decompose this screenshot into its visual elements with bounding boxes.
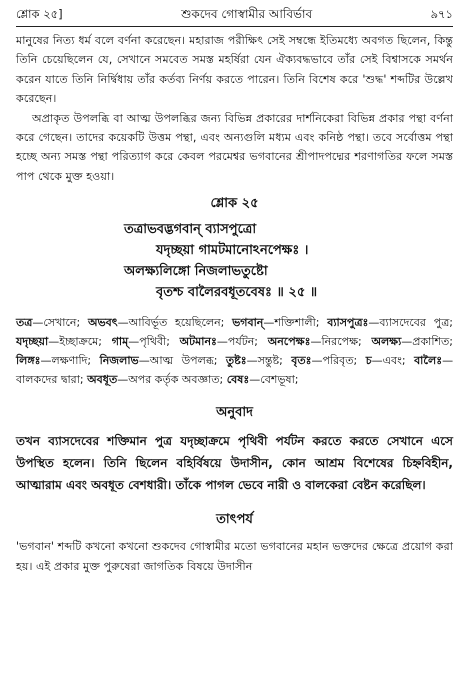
synonym-word: বৃতঃ <box>291 354 312 368</box>
synonym-word: তুষ্টঃ <box>225 354 247 368</box>
synonym-meaning: অপর কর্তৃক অবজ্ঞাত <box>128 373 220 387</box>
synonym-meaning: পৃথিবী <box>139 335 167 349</box>
synonym-meaning: বেশভূষা <box>260 373 295 387</box>
synonym-word: চ <box>365 354 372 368</box>
synonym-meaning: নিরপেক্ষ <box>321 335 359 349</box>
synonym-word: অভবৎ <box>87 316 118 330</box>
header-chapter-title: শুকদেব গোস্বামীর আবির্ভাব <box>181 7 313 21</box>
verse-title: শ্লোক ২৫ <box>210 196 259 212</box>
synonyms: তত্র—সেখানে; অভবৎ—আবির্ভূত হয়েছিলেন; ভগবান্—শক্তিশালী; ব্যাসপুত্রঃ—ব্যাসদেবের পুত্র; যদৃচ্ছয়া—ইচ্ছাক্রমে; গাম্—পৃথিবী; অটমানঃ—পর্যটন; অনপেক্ষঃ—নিরপেক্ষ; অলক্ষ্য—প্রকাশিত; লিঙ্গঃ—লক্ষণাদি; নিজলাভ—আত্ম উপলব্ধ; তুষ্টঃ—সন্তুষ্ট; বৃতঃ—পরিবৃত; চ—এবং; বালৈঃ—বালকদের দ্বারা; অবধূত—অপর কর্তৃক অবজ্ঞাত; বেষঃ—বেশভূষা; <box>16 316 454 387</box>
header-verse-ref: শ্লোক ২৫] <box>16 7 63 21</box>
synonym-word: অটমানঃ <box>179 335 217 349</box>
synonym-meaning: ব্যাসদেবের পুত্র <box>379 316 450 330</box>
synonym-meaning: পর্যটন <box>227 335 255 349</box>
synonym-meaning: এবং <box>382 354 402 368</box>
body-paragraph-2: অপ্রাকৃত উপলব্ধি বা আত্ম উপলব্ধির জন্য বিভিন্ন প্রকারের দার্শনিকেরা বিভিন্ন প্রকার পন্থা বর্ণনা করে গেছেন। তাদের কয়েকটি উত্তম পন্থা, এবং অন্যগুলি মধ্যম এবং কনিষ্ঠ পন্থা। তবে সর্বোত্তম পন্থা হচ্ছে অন্য সমস্ত পন্থা পরিত্যাগ করে কেবল পরমেশ্বর ভগবানের শ্রীপাদপদ্মের শরণাগতির ফলে সমস্ত পাপ থেকে মুক্ত হওয়া। <box>16 111 453 183</box>
page-header <box>16 6 453 27</box>
synonym-meaning: আবির্ভূত হয়েছিলেন <box>128 316 221 330</box>
synonym-word: বালৈঃ <box>414 354 443 368</box>
synonym-meaning: লক্ষণাদি <box>51 354 88 368</box>
verse-line-3: অলক্ষ্যলিঙ্গো নিজলাভতুষ্টো <box>124 264 268 280</box>
synonym-word: যদৃচ্ছয়া <box>16 335 49 349</box>
verse-line-4: বৃতশ্চ বালৈরবধূতবেষঃ ॥ ২৫ ॥ <box>156 285 318 301</box>
purport-heading: তাৎপর্য <box>216 512 253 528</box>
page-number: ৯৭১ <box>430 7 453 21</box>
synonym-word: ভগবান্ <box>232 316 264 330</box>
synonym-meaning: প্রকাশিত <box>412 335 450 349</box>
synonym-meaning: বালকদের দ্বারা <box>16 373 80 387</box>
synonym-meaning: শক্তিশালী <box>274 316 316 330</box>
synonym-word: গাম্ <box>111 335 129 349</box>
verse-line-2: যদৃচ্ছয়া গামটমানোঽনপেক্ষঃ । <box>156 243 309 259</box>
synonym-word: নিজলাভ <box>99 354 139 368</box>
synonym-meaning: সন্তুষ্ট <box>257 354 280 368</box>
synonym-meaning: আত্ম উপলব্ধ <box>149 354 214 368</box>
purport-text: 'ভগবান' শব্দটি কখনো কখনো শুকদেব গোস্বামীর মতো ভগবানের মহান ভক্তদের ক্ষেত্রে প্রয়োগ করা হয়। এই প্রকার মুক্ত পুরুষেরা জাগতিক বিষয়ে উদাসীন <box>16 540 453 573</box>
body-paragraph-1: মানুষের নিত্য ধর্ম বলে বর্ণনা করেছেন। মহারাজ পরীক্ষিৎ সেই সম্বন্ধে ইতিমধ্যে অবগত ছিলেন, কিন্তু তিনি চেয়েছিলেন যে, সেখানে সমবেত সমস্ত মহর্ষিরা যেন ঐক্যবদ্ধভাবে তাঁর সেই বিশ্বাসকে সমর্থন করেন যাতে তিনি নির্দ্বিধায় তাঁর কর্তব্য নির্ণয় করতে পারেন। তিনি বিশেষ করে 'শুদ্ধ' শব্দটির উল্লেখ করেছেন। <box>16 34 453 106</box>
synonym-word: অবধূত <box>87 373 118 387</box>
synonym-meaning: ইচ্ছাক্রমে <box>59 335 99 349</box>
synonym-meaning: সেখানে <box>43 316 77 330</box>
verse-line-1: তত্রাভবদ্ভগবান্ ব্যাসপুত্রো <box>124 222 257 238</box>
synonym-word: লিঙ্গঃ <box>16 354 41 368</box>
synonym-meaning: পরিবৃত <box>322 354 354 368</box>
synonym-word: তত্র <box>16 316 33 330</box>
synonym-word: অনপেক্ষঃ <box>267 335 311 349</box>
synonym-word: অলক্ষ্য <box>371 335 402 349</box>
synonym-word: ব্যাসপুত্রঃ <box>327 316 369 330</box>
translation-heading: অনুবাদ <box>216 405 253 421</box>
synonym-word: বেষঃ <box>226 373 250 387</box>
translation-text: তখন ব্যাসদেবের শক্তিমান পুত্র যদৃচ্ছাক্রমে পৃথিবী পর্যটন করতে করতে সেখানে এসে উপস্থিত হলেন। তিনি ছিলেন বহির্বিষয়ে উদাসীন, কোন আশ্রম বিশেষের চিহ্নবিহীন, আত্মারাম এবং অবধূত বেশধারী। তাঁকে পাগল ভেবে নারী ও বালকেরা বেষ্টন করেছিল। <box>16 434 453 493</box>
